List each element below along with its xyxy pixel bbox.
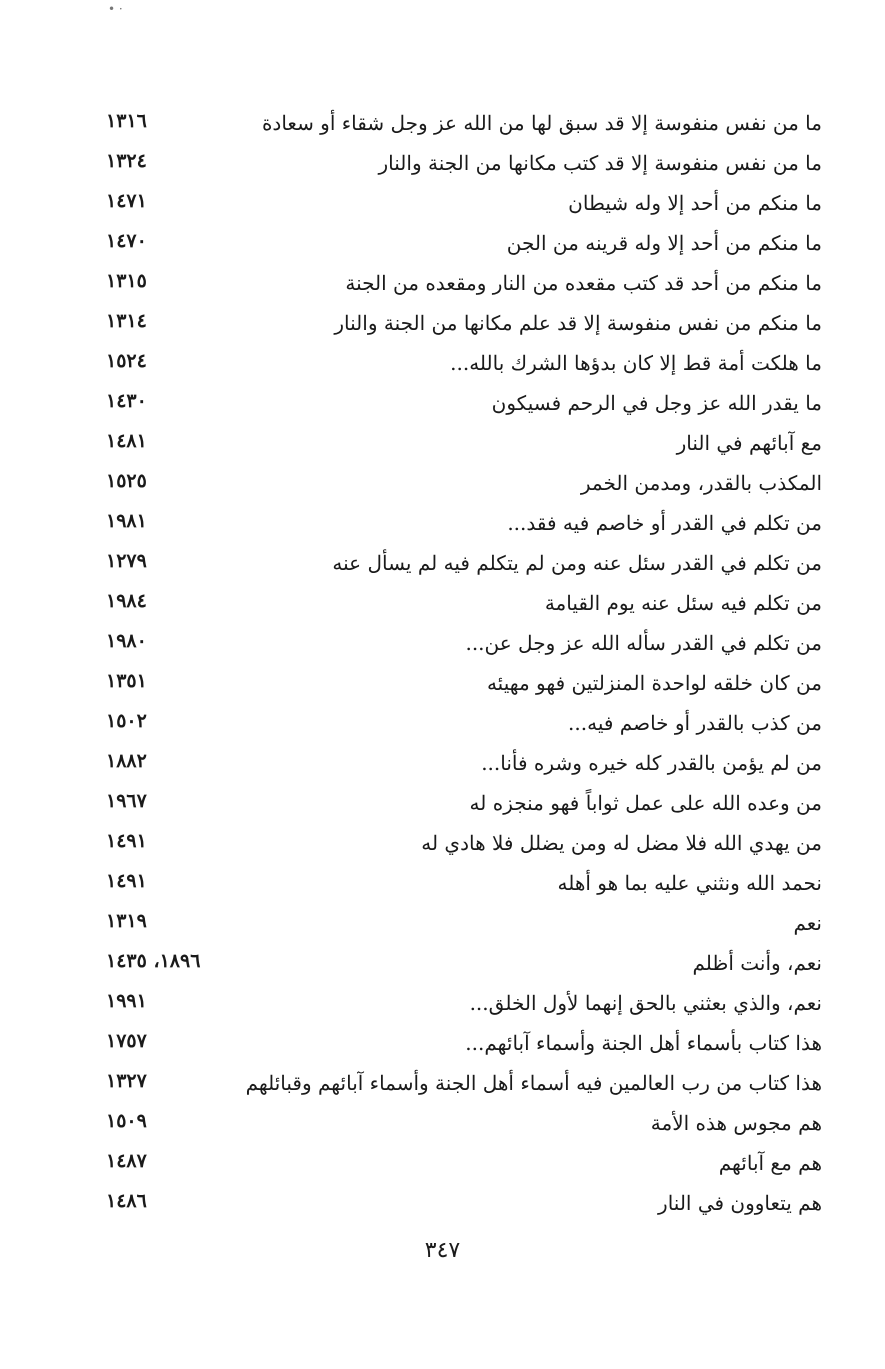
hadith-phrase: هم مع آبائهم — [718, 1151, 822, 1175]
hadith-reference-number: ١٩٦٧ — [106, 790, 147, 812]
index-row — [100, 386, 822, 426]
hadith-phrase: ما من نفس منفوسة إلا قد كتب مكانها من الجنة والنار — [378, 151, 822, 175]
hadith-reference-number: ١٣١٩ — [106, 910, 147, 932]
hadith-phrase: ما هلكت أمة قط إلا كان بدؤها الشرك بالله... — [450, 351, 822, 375]
hadith-reference-number: ١٣٢٧ — [106, 1070, 147, 1092]
hadith-reference-number: ١٢٧٩ — [106, 550, 147, 572]
hadith-phrase: مع آبائهم في النار — [676, 431, 822, 455]
index-row — [100, 426, 822, 466]
index-row — [100, 106, 822, 146]
index-row — [100, 466, 822, 506]
hadith-phrase: هذا كتاب من رب العالمين فيه أسماء أهل الجنة وأسماء آبائهم وقبائلهم — [245, 1071, 822, 1095]
hadith-phrase: نعم، وأنت أظلم — [692, 951, 822, 975]
hadith-reference-number: ١٧٥٧ — [106, 1030, 147, 1052]
index-row — [100, 306, 822, 346]
index-row — [100, 586, 822, 626]
index-row — [100, 146, 822, 186]
hadith-phrase: من تكلم فيه سئل عنه يوم القيامة — [544, 591, 822, 615]
index-row — [100, 1186, 822, 1226]
hadith-reference-number: ١٨٨٢ — [106, 750, 147, 772]
hadith-phrase: المكذب بالقدر، ومدمن الخمر — [580, 471, 822, 495]
corner-mark: • · — [108, 2, 123, 16]
index-row — [100, 1026, 822, 1066]
hadith-reference-number: ١٣٥١ — [106, 670, 147, 692]
hadith-phrase: من كذب بالقدر أو خاصم فيه... — [568, 711, 822, 735]
hadith-reference-number: ١٩٩١ — [106, 990, 147, 1012]
hadith-reference-number: ١٩٨٠ — [106, 630, 147, 652]
index-row — [100, 1106, 822, 1146]
index-row — [100, 746, 822, 786]
hadith-phrase: هم مجوس هذه الأمة — [650, 1111, 822, 1135]
index-row — [100, 186, 822, 226]
hadith-reference-number: ١٤٣٠ — [106, 390, 147, 412]
hadith-reference-number: ١٣٢٤ — [106, 150, 147, 172]
hadith-reference-number: ١٩٨٤ — [106, 590, 147, 612]
index-row — [100, 866, 822, 906]
hadith-reference-number: ١٨٩٦، ١٤٣٥ — [106, 950, 201, 972]
hadith-reference-number: ١٣١٥ — [106, 270, 147, 292]
hadith-reference-number: ١٤٨١ — [106, 430, 147, 452]
index-row — [100, 266, 822, 306]
hadith-phrase: من لم يؤمن بالقدر كله خيره وشره فأنا... — [481, 751, 822, 775]
hadith-phrase: ما من نفس منفوسة إلا قد سبق لها من الله عز وجل شقاء أو سعادة — [261, 111, 822, 135]
hadith-phrase: من تكلم في القدر سئل عنه ومن لم يتكلم فيه لم يسأل عنه — [332, 551, 822, 575]
index-row — [100, 666, 822, 706]
page-number: ٣٤٧ — [424, 1238, 461, 1263]
index-row — [100, 506, 822, 546]
hadith-reference-number: ١٤٩١ — [106, 830, 147, 852]
hadith-reference-number: ١٤٨٦ — [106, 1190, 147, 1212]
hadith-phrase: نحمد الله ونثني عليه بما هو أهله — [557, 871, 822, 895]
hadith-reference-number: ١٤٧١ — [106, 190, 147, 212]
index-row — [100, 826, 822, 866]
hadith-reference-number: ١٥٢٤ — [106, 350, 147, 372]
hadith-reference-number: ١٥٠٩ — [106, 1110, 147, 1132]
hadith-phrase: من كان خلقه لواحدة المنزلتين فهو مهيئه — [486, 671, 822, 695]
index-row — [100, 1146, 822, 1186]
hadith-phrase: ما منكم من أحد إلا وله شيطان — [568, 191, 822, 215]
index-row — [100, 906, 822, 946]
index-row — [100, 1066, 822, 1106]
hadith-phrase: من يهدي الله فلا مضل له ومن يضلل فلا هادي له — [421, 831, 822, 855]
index-row — [100, 546, 822, 586]
index-row — [100, 226, 822, 266]
hadith-reference-number: ١٥٠٢ — [106, 710, 147, 732]
hadith-phrase: من تكلم في القدر سأله الله عز وجل عن... — [465, 631, 822, 655]
hadith-phrase: نعم، والذي بعثني بالحق إنهما لأول الخلق... — [469, 991, 822, 1015]
hadith-reference-number: ١٣١٦ — [106, 110, 147, 132]
hadith-phrase: ما يقدر الله عز وجل في الرحم فسيكون — [491, 391, 822, 415]
hadith-reference-number: ١٩٨١ — [106, 510, 147, 532]
index-row — [100, 346, 822, 386]
hadith-phrase: ما منكم من أحد قد كتب مقعده من النار ومقعده من الجنة — [345, 271, 822, 295]
hadith-phrase: ما منكم من نفس منفوسة إلا قد علم مكانها من الجنة والنار — [334, 311, 822, 335]
index-row — [100, 986, 822, 1026]
index-row — [100, 786, 822, 826]
hadith-reference-number: ١٤٩١ — [106, 870, 147, 892]
hadith-phrase: من تكلم في القدر أو خاصم فيه فقد... — [507, 511, 822, 535]
hadith-phrase: نعم — [793, 911, 822, 935]
index-row — [100, 946, 822, 986]
hadith-phrase: هذا كتاب بأسماء أهل الجنة وأسماء آبائهم... — [465, 1031, 822, 1055]
hadith-index-list — [100, 106, 822, 1226]
hadith-reference-number: ١٤٨٧ — [106, 1150, 147, 1172]
hadith-phrase: ما منكم من أحد إلا وله قرينه من الجن — [506, 231, 822, 255]
hadith-reference-number: ١٣١٤ — [106, 310, 147, 332]
hadith-phrase: من وعده الله على عمل ثواباً فهو منجزه له — [469, 791, 822, 815]
index-row — [100, 626, 822, 666]
hadith-reference-number: ١٥٢٥ — [106, 470, 147, 492]
hadith-phrase: هم يتعاوون في النار — [658, 1191, 822, 1215]
hadith-reference-number: ١٤٧٠ — [106, 230, 147, 252]
index-row — [100, 706, 822, 746]
